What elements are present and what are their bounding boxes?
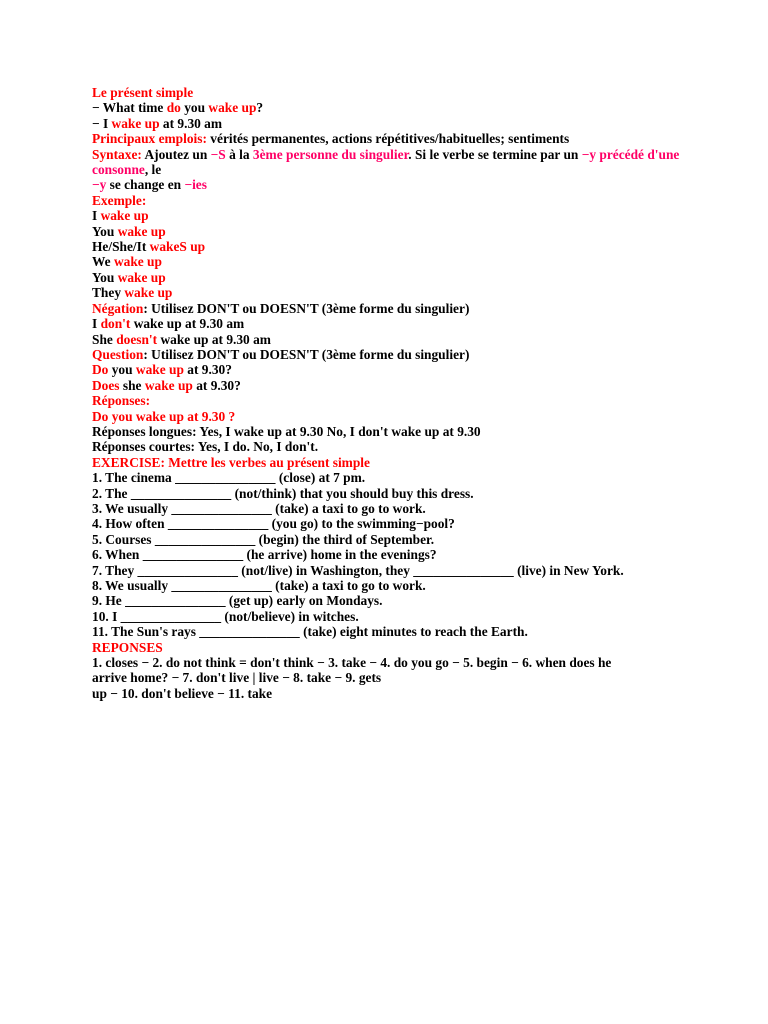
text-segment: They xyxy=(92,285,125,301)
text-segment: don't xyxy=(100,316,131,332)
text-segment: wake up xyxy=(111,115,160,131)
text-segment: at 9.30 am xyxy=(159,115,223,131)
text-segment: − I xyxy=(92,115,112,131)
text-segment: Syntaxe: xyxy=(92,146,142,162)
text-segment: se change en xyxy=(106,177,185,193)
line-reponses-1 xyxy=(92,655,712,670)
line-negation xyxy=(92,301,712,316)
line-conj-we xyxy=(92,254,712,269)
text-segment: Exemple: xyxy=(92,192,147,208)
text-segment: Do you wake up at 9.30 ? xyxy=(92,408,236,424)
line-neg-i xyxy=(92,316,712,331)
line-conj-you2 xyxy=(92,270,712,285)
line-reponses-3 xyxy=(92,686,712,701)
text-segment: 3ème personne du singulier xyxy=(252,146,409,162)
text-segment: 1. The cinema _______________ (close) at 7 pm. xyxy=(92,470,366,486)
text-segment: 7. They _______________ (not/live) in Washington, they _______________ (live) in New York. xyxy=(92,562,624,578)
document-body xyxy=(92,85,712,701)
text-segment: − What time xyxy=(92,100,167,116)
line-question xyxy=(92,347,712,362)
text-segment: 4. How often _______________ (you go) to the swimming−pool? xyxy=(92,516,455,532)
line-exercise-heading xyxy=(92,455,712,470)
text-segment: à la xyxy=(225,146,253,162)
line-ex-4 xyxy=(92,516,712,531)
text-segment: Négation xyxy=(92,300,144,316)
text-segment: I xyxy=(92,208,101,224)
text-segment: You xyxy=(92,269,118,285)
line-ex-10 xyxy=(92,609,712,624)
text-segment: wake up xyxy=(208,100,257,116)
text-segment: 1. closes − 2. do not think = don't think − 3. take − 4. do you go − 5. begin − 6. when does he xyxy=(92,655,612,671)
line-example-heading xyxy=(92,193,712,208)
text-segment: Réponses: xyxy=(92,393,151,409)
text-segment: doesn't xyxy=(116,331,158,347)
text-segment: wake up xyxy=(117,223,166,239)
text-segment: Does xyxy=(92,377,120,393)
text-segment: 5. Courses _______________ (begin) the third of September. xyxy=(92,531,435,547)
text-segment: arrive home? − 7. don't live | live − 8. take − 9. gets xyxy=(92,670,382,686)
text-segment: wake up xyxy=(135,362,184,378)
text-segment: REPONSES xyxy=(92,639,163,655)
line-ex-11 xyxy=(92,624,712,639)
text-segment: 3. We usually _______________ (take) a taxi to go to work. xyxy=(92,500,426,516)
line-long-answers xyxy=(92,424,712,439)
text-segment: −ies xyxy=(184,177,207,193)
line-ex-8 xyxy=(92,578,712,593)
line-answers-heading xyxy=(92,393,712,408)
text-segment: 10. I _______________ (not/believe) in witches. xyxy=(92,608,359,624)
text-segment: at 9.30? xyxy=(183,362,232,378)
line-q-you xyxy=(92,362,712,377)
line-ex-3 xyxy=(92,501,712,516)
line-syntax-end xyxy=(92,177,712,192)
line-syntax xyxy=(92,147,712,178)
text-segment: He/She/It xyxy=(92,239,150,255)
line-q-she xyxy=(92,378,712,393)
text-segment: wake up xyxy=(113,254,162,270)
line-ex-9 xyxy=(92,593,712,608)
text-segment: She xyxy=(92,331,117,347)
text-segment: Principaux emplois: xyxy=(92,131,207,147)
text-segment: ? xyxy=(256,100,264,116)
text-segment: wake up xyxy=(100,208,149,224)
text-segment: 9. He _______________ (get up) early on Mondays. xyxy=(92,593,383,609)
text-segment: . Si le verbe se termine par un xyxy=(408,146,582,162)
line-uses xyxy=(92,131,712,146)
text-segment: do xyxy=(166,100,181,116)
line-ex-5 xyxy=(92,532,712,547)
text-segment: I xyxy=(92,316,101,332)
text-segment: , le xyxy=(144,162,162,178)
text-segment: up − 10. don't believe − 11. take xyxy=(92,685,273,701)
text-segment: wake up xyxy=(124,285,173,301)
line-ex-6 xyxy=(92,547,712,562)
text-segment: vérités permanentes, actions répétitives/habituelles; sentiments xyxy=(206,131,570,147)
line-example-answer xyxy=(92,116,712,131)
text-segment: 11. The Sun's rays _______________ (take) eight minutes to reach the Earth. xyxy=(92,624,528,640)
text-segment: at 9.30? xyxy=(192,377,241,393)
text-segment: −S xyxy=(210,146,226,162)
text-segment: Réponses longues: Yes, I wake up at 9.30 No, I don't wake up at 9.30 xyxy=(92,423,481,439)
line-ex-2 xyxy=(92,486,712,501)
text-segment: You xyxy=(92,223,118,239)
text-segment: −y précédé d'une consonne xyxy=(92,146,680,178)
line-short-answers xyxy=(92,439,712,454)
line-ex-1 xyxy=(92,470,712,485)
text-segment: : Utilisez DON'T ou DOESN'T (3ème forme du singulier) xyxy=(143,346,470,362)
text-segment: 8. We usually _______________ (take) a taxi to go to work. xyxy=(92,578,426,593)
text-segment: wake up at 9.30 am xyxy=(130,316,245,332)
text-segment: Do xyxy=(92,362,109,378)
line-conj-i xyxy=(92,208,712,223)
text-segment: wakeS up xyxy=(149,239,206,255)
text-segment: you xyxy=(180,100,209,116)
text-segment: you xyxy=(108,362,136,378)
line-conj-he xyxy=(92,239,712,254)
line-title xyxy=(92,85,712,100)
line-ex-7 xyxy=(92,563,712,578)
text-segment: wake up xyxy=(144,377,193,393)
line-conj-you xyxy=(92,224,712,239)
text-segment: −y xyxy=(92,177,107,193)
text-segment: she xyxy=(119,377,145,393)
text-segment: Question xyxy=(92,346,144,362)
text-segment: wake up at 9.30 am xyxy=(157,331,271,347)
text-segment: : Utilisez DON'T ou DOESN'T (3ème forme du singulier) xyxy=(143,300,470,316)
text-segment: wake up xyxy=(117,269,166,285)
text-segment: 6. When _______________ (he arrive) home in the evenings? xyxy=(92,547,437,563)
text-segment: Réponses courtes: Yes, I do. No, I don't. xyxy=(92,439,319,455)
line-example-question xyxy=(92,100,712,115)
text-segment: We xyxy=(92,254,114,270)
text-segment: EXERCISE: Mettre les verbes au présent simple xyxy=(92,454,370,470)
text-segment: Ajoutez un xyxy=(141,146,211,162)
line-reponses-2 xyxy=(92,670,712,685)
line-answers-question xyxy=(92,409,712,424)
line-neg-she xyxy=(92,332,712,347)
line-reponses-heading xyxy=(92,640,712,655)
text-segment: Le présent simple xyxy=(92,85,194,100)
line-conj-they xyxy=(92,285,712,300)
text-segment: 2. The _______________ (not/think) that you should buy this dress. xyxy=(92,485,474,501)
